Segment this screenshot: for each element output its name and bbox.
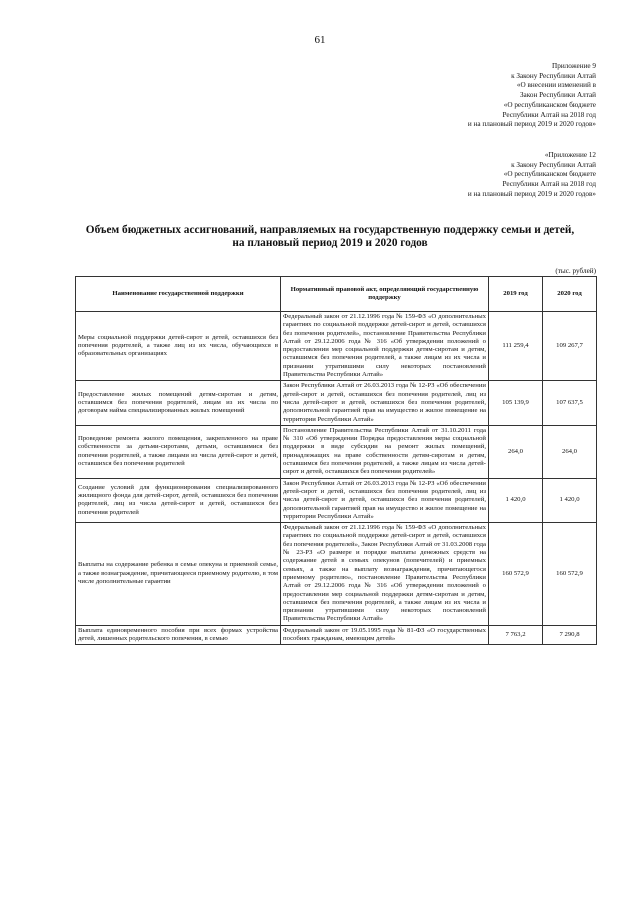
appendix-line: Республики Алтай на 2018 год [502, 180, 596, 189]
appendix-line: «О республиканском бюджете [503, 100, 596, 109]
appendix-line: Республики Алтай на 2018 год [502, 110, 596, 119]
legal-act: Закон Республики Алтай от 26.03.2013 года № 12-РЗ «Об обеспечении детей-сирот и детей, оставшихся без попечения родителей, лиц из числа детей-сирот и детей, оставшихся без попечения родителей, дополнительной гарантией прав на имущество и жилое помещение на территории Республики Алтай» [281, 478, 489, 522]
header-2020: 2020 год [543, 277, 597, 312]
document-title [60, 224, 600, 250]
page-number: 61 [314, 34, 326, 46]
appendix-line: и на плановый период 2019 и 2020 годов» [467, 120, 596, 129]
table-row [76, 312, 597, 381]
units-label: (тыс. рублей) [555, 267, 596, 275]
legal-act: Федеральный закон от 19.05.1995 года № 81-ФЗ «О государственных пособиях гражданам, имеющим детей» [281, 625, 489, 645]
appendix-line: «О внесении изменений в [516, 81, 596, 90]
amount-2020: 107 637,5 [543, 381, 597, 425]
table-row [76, 381, 597, 425]
amount-2020: 1 420,0 [543, 478, 597, 522]
appendix-line: и на плановый период 2019 и 2020 годов» [467, 189, 596, 198]
table-row [76, 625, 597, 645]
legal-act: Федеральный закон от 21.12.1996 года № 159-ФЗ «О дополнительных гарантиях по социальной поддержке детей-сирот и детей, оставшихся без попечения родителей», постановление Правительства Республики Алтай от 29.12.2006 года № 316 «Об утверждении положений о предоставлении мер социальной поддержки детям-сиротам и детям, оставшимся без попечения родителей, а также лицам из их числа и признании утратившими силу некоторых постановлений Правительства Республики Алтай» [281, 312, 489, 381]
amount-2020: 264,0 [543, 425, 597, 478]
amount-2019: 7 763,2 [489, 625, 543, 645]
appendix-heading-new [468, 62, 596, 130]
table-row [76, 478, 597, 522]
appendix-line: к Закону Республики Алтай [511, 160, 596, 169]
support-name: Меры социальной поддержки детей-сирот и детей, оставшихся без попечения родителей, а также лиц из их числа, обучающихся в образовательных организациях [76, 312, 281, 381]
amount-2019: 105 139,9 [489, 381, 543, 425]
appendix-line: «О республиканском бюджете [503, 170, 596, 179]
appendix-heading-old [468, 151, 596, 200]
amount-2019: 1 420,0 [489, 478, 543, 522]
support-name: Создание условий для функционирования специализированного жилищного фонда для детей-сирот, детей, оставшихся без попечения родителей, лиц из числа детей-сирот и детей, оставшихся без попечения родителей [76, 478, 281, 522]
appendix-line: Закон Республики Алтай [519, 91, 596, 100]
table-row [76, 425, 597, 478]
header-name: Наименование государственной поддержки [76, 277, 281, 312]
table-row [76, 523, 597, 626]
appendix-line: Приложение 9 [552, 62, 596, 70]
title-line-2: на плановый период 2019 и 2020 годов [232, 237, 428, 249]
table-header-row [76, 277, 597, 312]
header-2019: 2019 год [489, 277, 543, 312]
legal-act: Закон Республики Алтай от 26.03.2013 года № 12-РЗ «Об обеспечении детей-сирот и детей, оставшихся без попечения родителей, лиц из числа детей-сирот и детей, оставшихся без попечения родителей, дополнительной гарантией прав на имущество и жилое помещение на территории Республики Алтай» [281, 381, 489, 425]
amount-2019: 160 572,9 [489, 523, 543, 626]
budget-table [75, 276, 597, 645]
amount-2019: 264,0 [489, 425, 543, 478]
amount-2020: 7 290,8 [543, 625, 597, 645]
support-name: Выплаты на содержание ребенка в семье опекуна и приемной семье, а также вознаграждение, причитающееся приемному родителю, в том числе дополнительные гарантии [76, 523, 281, 626]
appendix-line: «Приложение 12 [544, 151, 596, 159]
support-name: Предоставление жилых помещений детям-сиротам и детям, оставшимся без попечения родителей, лицам из их числа по договорам найма специализированных жилых помещений [76, 381, 281, 425]
header-act: Нормативный правовой акт, определяющий государственную поддержку [281, 277, 489, 312]
legal-act: Постановление Правительства Республики Алтай от 31.10.2011 года № 310 «Об утверждении Порядка предоставления меры социальной поддержки в виде субсидии на ремонт жилых помещений, принадлежащих на праве собственности детям-сиротам и детям, оставшимся без попечения родителей, а также лицам из числа детей-сирот и детей, оставшихся без попечения родителей» [281, 425, 489, 478]
amount-2019: 111 259,4 [489, 312, 543, 381]
support-name: Проведение ремонта жилого помещения, закрепленного на праве собственности за детьми-сиротами, детьми, оставшимися без попечения родителей, а также лицами из числа детей-сирот и детей, оставшихся без попечения родителей [76, 425, 281, 478]
amount-2020: 109 267,7 [543, 312, 597, 381]
title-line-1: Объем бюджетных ассигнований, направляемых на государственную поддержку семьи и детей, [85, 224, 575, 236]
legal-act: Федеральный закон от 21.12.1996 года № 159-ФЗ «О дополнительных гарантиях по социальной поддержке детей-сирот и детей, оставшихся без попечения родителей», Закон Республики Алтай от 31.03.2008 года № 23-РЗ «О размере и порядке выплаты денежных средств на содержание детей в семьях опекунов (попечителей) и приемных семьях, а также на выплату вознаграждения, причитающегося приемному родителю», постановление Правительства Республики Алтай от 29.12.2006 года № 316 «Об утверждении положений о предоставлении мер социальной поддержки детям-сиротам и детям, оставшимся без попечения родителей, а также лицам из их числа и признании утратившими силу некоторых постановлений Правительства Республики Алтай» [281, 523, 489, 626]
appendix-line: к Закону Республики Алтай [511, 71, 596, 80]
support-name: Выплата единовременного пособия при всех формах устройства детей, лишенных родительского попечения, в семью [76, 625, 281, 645]
amount-2020: 160 572,9 [543, 523, 597, 626]
